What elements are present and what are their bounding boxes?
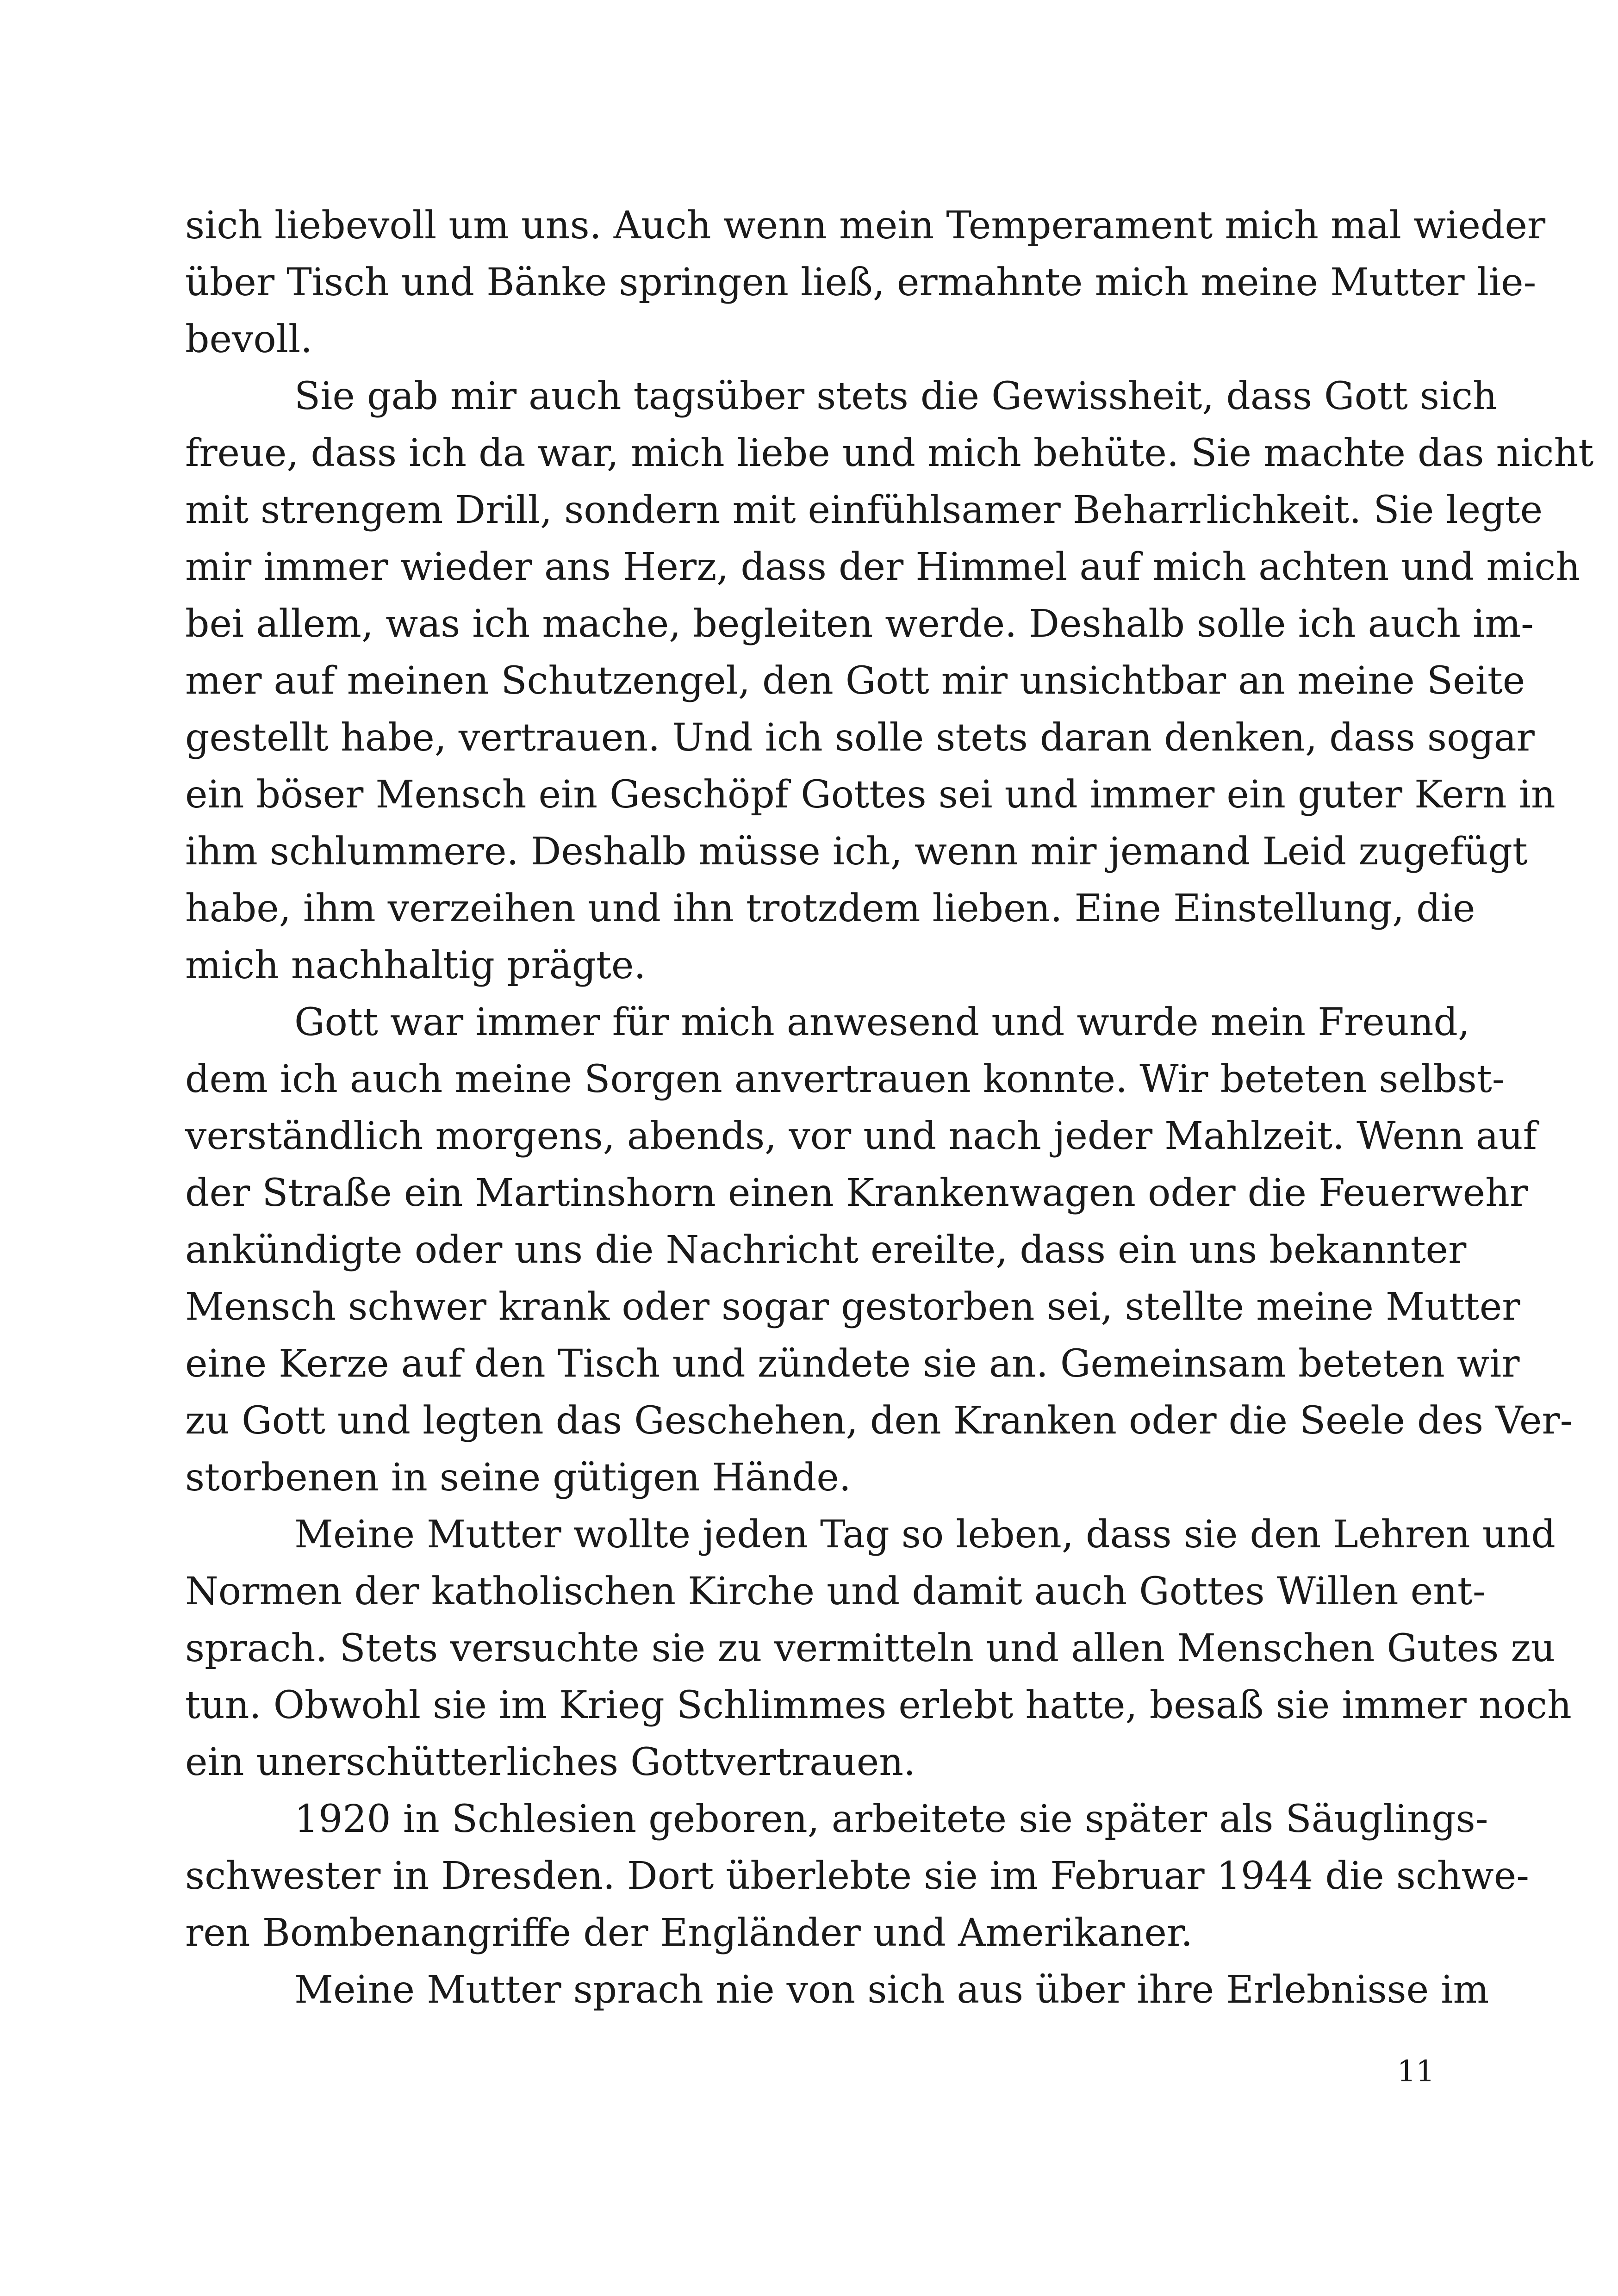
text-line: Mensch schwer krank oder sogar gestorben sei, stellte meine Mutter bbox=[185, 1285, 1520, 1329]
text-line: über Tisch und Bänke springen ließ, ermahnte mich meine Mutter lie- bbox=[185, 261, 1537, 304]
text-line: habe, ihm verzeihen und ihn trotzdem lieben. Eine Einstellung, die bbox=[185, 887, 1475, 931]
text-line: freue, dass ich da war, mich liebe und mich behüte. Sie machte das nicht bbox=[185, 431, 1594, 475]
text-line: sprach. Stets versuchte sie zu vermitteln und allen Menschen Gutes zu bbox=[185, 1626, 1556, 1670]
text-line: mich nachhaltig prägte. bbox=[185, 943, 646, 987]
text-line: ankündigte oder uns die Nachricht ereilte, dass ein uns bekannter bbox=[185, 1228, 1467, 1272]
paragraph-first-line: Sie gab mir auch tagsüber stets die Gewissheit, dass Gott sich bbox=[294, 374, 1497, 418]
text-line: gestellt habe, vertrauen. Und ich solle stets daran denken, dass sogar bbox=[185, 716, 1535, 760]
text-line: storbenen in seine gütigen Hände. bbox=[185, 1456, 851, 1500]
text-line: eine Kerze auf den Tisch und zündete sie an. Gemeinsam beteten wir bbox=[185, 1342, 1520, 1386]
text-line: bei allem, was ich mache, begleiten werde. Deshalb solle ich auch im- bbox=[185, 602, 1534, 646]
text-line: mer auf meinen Schutzengel, den Gott mir unsichtbar an meine Seite bbox=[185, 659, 1525, 703]
text-line: sich liebevoll um uns. Auch wenn mein Temperament mich mal wieder bbox=[185, 204, 1546, 248]
text-line: dem ich auch meine Sorgen anvertrauen konnte. Wir beteten selbst- bbox=[185, 1057, 1505, 1101]
text-line: ein böser Mensch ein Geschöpf Gottes sei und immer ein guter Kern in bbox=[185, 773, 1556, 817]
text-line: schwester in Dresden. Dort überlebte sie im Februar 1944 die schwe- bbox=[185, 1854, 1529, 1898]
paragraph-first-line: 1920 in Schlesien geboren, arbeitete sie später als Säuglings- bbox=[294, 1797, 1488, 1841]
text-line: mir immer wieder ans Herz, dass der Himmel auf mich achten und mich bbox=[185, 545, 1581, 589]
text-line: mit strengem Drill, sondern mit einfühlsamer Beharrlichkeit. Sie legte bbox=[185, 488, 1543, 532]
text-line: der Straße ein Martinshorn einen Krankenwagen oder die Feuerwehr bbox=[185, 1171, 1528, 1215]
text-line: zu Gott und legten das Geschehen, den Kranken oder die Seele des Ver- bbox=[185, 1399, 1573, 1443]
text-line: ren Bombenangriffe der Engländer und Amerikaner. bbox=[185, 1911, 1193, 1955]
text-line: ihm schlummere. Deshalb müsse ich, wenn mir jemand Leid zugefügt bbox=[185, 830, 1528, 874]
text-line: ein unerschütterliches Gottvertrauen. bbox=[185, 1740, 916, 1784]
body-text bbox=[185, 197, 1594, 2018]
text-line: tun. Obwohl sie im Krieg Schlimmes erlebt hatte, besaß sie immer noch bbox=[185, 1683, 1572, 1727]
paragraph-first-line: Gott war immer für mich anwesend und wurde mein Freund, bbox=[294, 1000, 1470, 1044]
paragraph-first-line: Meine Mutter sprach nie von sich aus über ihre Erlebnisse im bbox=[294, 1968, 1489, 2012]
text-line: verständlich morgens, abends, vor und nach jeder Mahlzeit. Wenn auf bbox=[185, 1114, 1537, 1158]
text-line: bevoll. bbox=[185, 317, 313, 361]
paragraph-first-line: Meine Mutter wollte jeden Tag so leben, dass sie den Lehren und bbox=[294, 1513, 1556, 1557]
page-number: 11 bbox=[1397, 2054, 1435, 2089]
text-line: Normen der katholischen Kirche und damit auch Gottes Willen ent- bbox=[185, 1570, 1486, 1613]
